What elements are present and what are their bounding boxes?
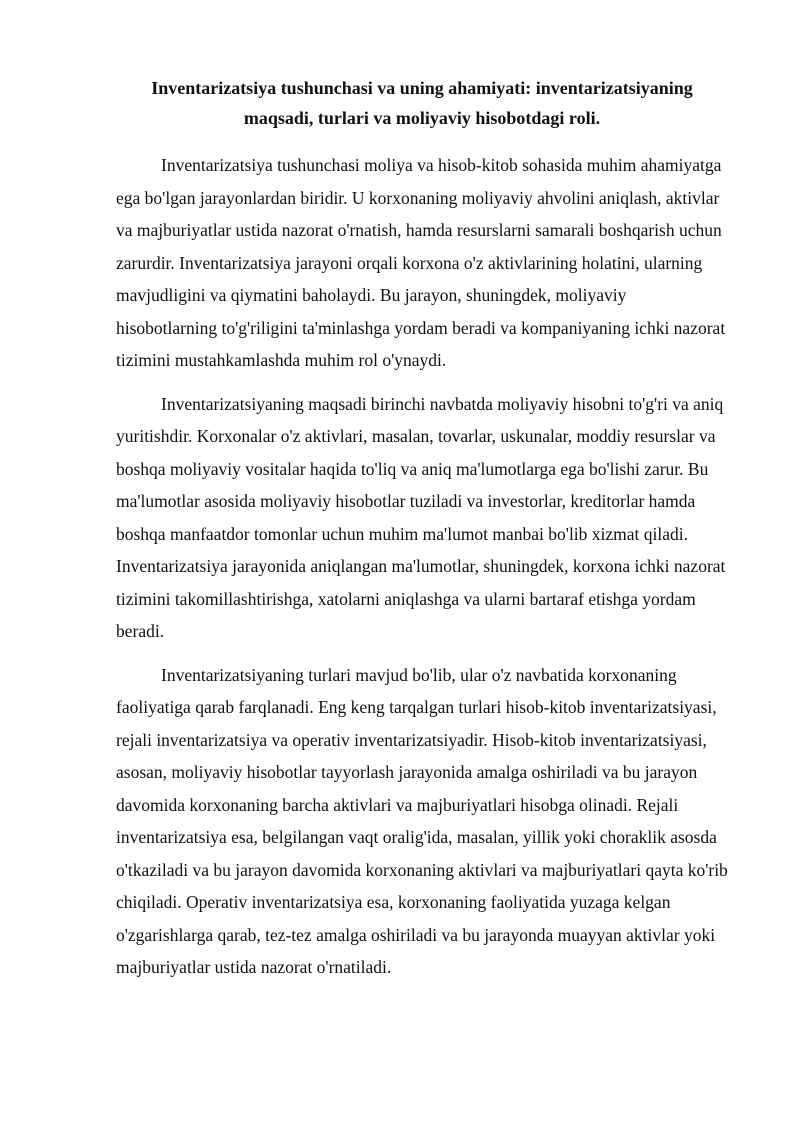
document-body bbox=[116, 73, 728, 995]
paragraph-3: Inventarizatsiyaning turlari mavjud bo'lib, ular o'z navbatida korxonaning faoliyatiga qarab farqlanadi. Eng keng tarqalgan turlari hisob-kitob inventarizatsiyasi, rejali inventarizatsiya va operativ inventarizatsiyadir. Hisob-kitob inventarizatsiyasi, asosan, moliyaviy hisobotlar tayyorlash jarayonida amalga oshiriladi va bu jarayon davomida korxonaning barcha aktivlari va majburiyatlari hisobga olinadi. Rejali inventarizatsiya esa, belgilangan vaqt oralig'ida, masalan, yillik yoki choraklik asosda o'tkaziladi va bu jarayon davomida korxonaning aktivlari va majburiyatlari qayta ko'rib chiqiladi. Operativ inventarizatsiya esa, korxonaning faoliyatida yuzaga kelgan o'zgarishlarga qarab, tez-tez amalga oshiriladi va bu jarayonda muayyan aktivlar yoki majburiyatlar ustida nazorat o'rnatiladi. bbox=[116, 664, 728, 977]
paragraph-2: Inventarizatsiyaning maqsadi birinchi navbatda moliyaviy hisobni to'g'ri va aniq yuritishdir. Korxonalar o'z aktivlari, masalan, tovarlar, uskunalar, moddiy resurslar va boshqa moliyaviy vositalar haqida to'liq va aniq ma'lumotlarga ega bo'lishi zarur. Bu ma'lumotlar asosida moliyaviy hisobotlar tuziladi va investorlar, kreditorlar hamda boshqa manfaatdor tomonlar uchun muhim ma'lumot manbai bo'lib xizmat qiladi. Inventarizatsiya jarayonida aniqlangan ma'lumotlar, shuningdek, korxona ichki nazorat tizimini takomillashtirishga, xatolarni aniqlashga va ularni bartaraf etishga yordam beradi. bbox=[116, 393, 726, 641]
document-title: Inventarizatsiya tushunchasi va uning ahamiyati: inventarizatsiyaning maqsadi, turlari va moliyaviy hisobotdagi roli. bbox=[151, 78, 693, 128]
paragraph-1: Inventarizatsiya tushunchasi moliya va hisob-kitob sohasida muhim ahamiyatga ega bo'lgan jarayonlardan biridir. U korxonaning moliyaviy ahvolini aniqlash, aktivlar va majburiyatlar ustida nazorat o'rnatish, hamda resurslarni samarali boshqarish uchun zarurdir. Inventarizatsiya jarayoni orqali korxona o'z aktivlarining holatini, ularning mavjudligini va qiymatini baholaydi. Bu jarayon, shuningdek, moliyaviy hisobotlarning to'g'riligini ta'minlashga yordam beradi va kompaniyaning ichki nazorat tizimini mustahkamlashda muhim rol o'ynaydi. bbox=[116, 155, 726, 370]
